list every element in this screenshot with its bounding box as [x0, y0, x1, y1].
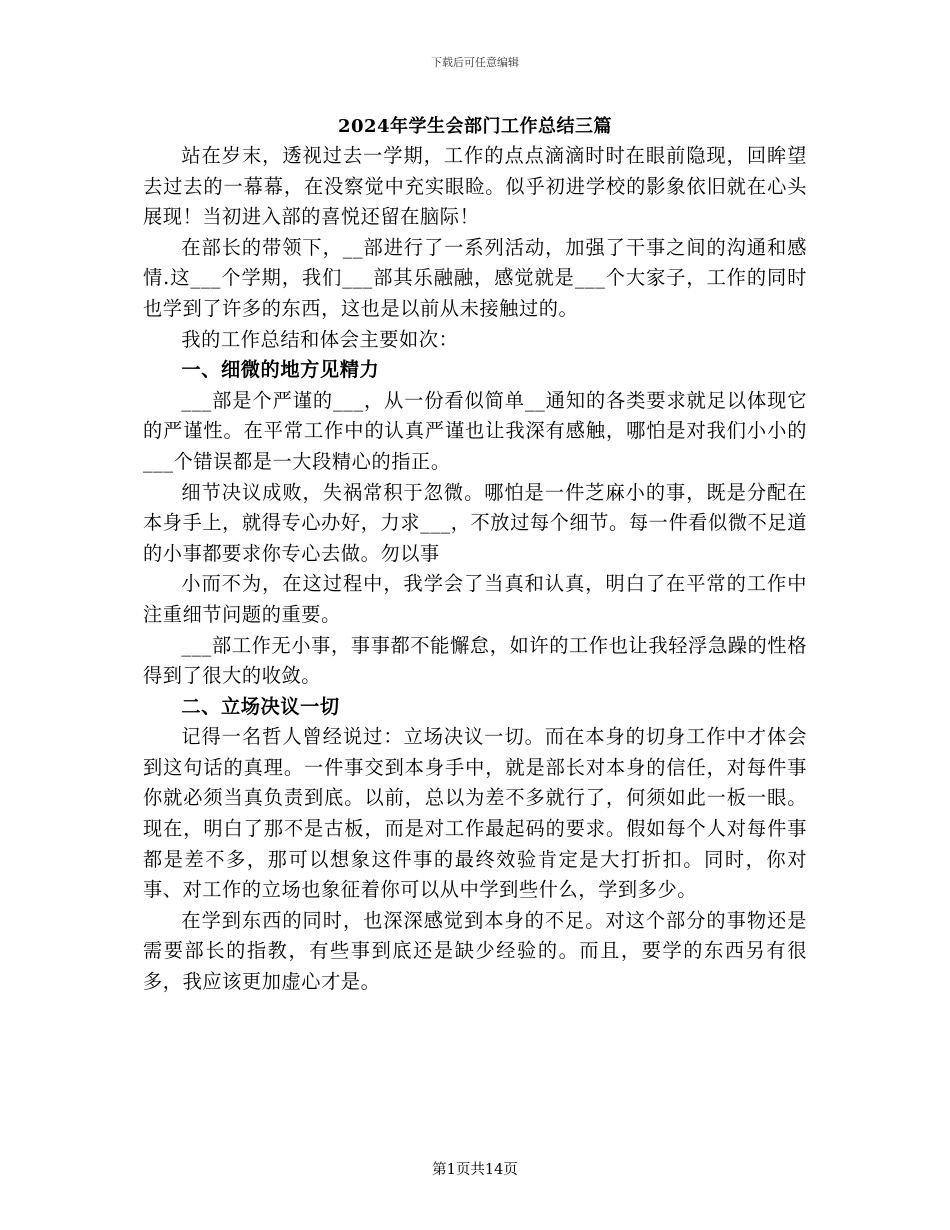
- section-heading-2: 二、立场决议一切: [181, 694, 340, 718]
- section-heading-1: 一、细微的地方见精力: [181, 358, 380, 382]
- paragraph-details-continued: 小而不为，在这过程中，我学会了当真和认真，明白了在平常的工作中注重细节问题的重要。: [143, 572, 807, 626]
- document-title: 2024年学生会部门工作总结三篇: [337, 116, 613, 137]
- header-note: 下载后可任意编辑: [431, 56, 519, 69]
- paragraph-shortcomings: 在学到东西的同时，也深深感觉到本身的不足。对这个部分的事物还是需要部长的指教，有些事到底还是缺少经验的。而且，要学的东西另有很多，我应该更加虚心才是。: [143, 908, 807, 994]
- paragraph-rigor: ___部是个严谨的___，从一份看似简单__通知的各类要求就足以体现它的严谨性。在平常工作中的认真严谨也让我深有感触，哪怕是对我们小小的___个错误都是一大段精心的指正。: [143, 388, 807, 473]
- paragraph-summary-lead: 我的工作总结和体会主要如次：: [181, 327, 459, 351]
- paragraph-attitude: 记得一名哲人曾经说过：立场决议一切。而在本身的切身工作中才体会到这句话的真理。一件事交到本身手中，就是部长对本身的信任，对每件事你就必须当真负责到底。以前，总以为差不多就行了，何须如此一板一眼。现在，明白了那不是古板，而是对工作最起码的要求。假如每个人对每件事都是差不多，那可以想象这件事的最终效验肯定是大打折扣。同时，你对事、对工作的立场也象征着你可以从中学到些什么，学到多少。: [143, 725, 807, 902]
- document-body: [143, 141, 807, 998]
- paragraph-no-small-matters: ___部工作无小事，事事都不能懈怠，如许的工作也让我轻浮急躁的性格得到了很大的收敛。: [143, 633, 807, 688]
- paragraph-intro: 站在岁末，透视过去一学期，工作的点点滴滴时时在眼前隐现，回眸望去过去的一幕幕，在没察觉中充实眼睑。似乎初进学校的影象依旧就在心头展现！当初进入部的喜悦还留在脑际！: [143, 144, 807, 229]
- paragraph-details: 细节决议成败，失祸常积于忽微。哪怕是一件芝麻小的事，既是分配在本身手上，就得专心办好，力求___，不放过每个细节。每一件看似微不足道的小事都要求你专心去做。勿以事: [143, 480, 807, 565]
- page-number: 第1页共14页: [432, 1162, 518, 1178]
- paragraph-department-activities: 在部长的带领下，__部进行了一系列活动，加强了干事之间的沟通和感情.这___个学期，我们___部其乐融融，感觉就是___个大家子，工作的同时也学到了许多的东西，这也是以前从未接触过的。: [143, 235, 807, 320]
